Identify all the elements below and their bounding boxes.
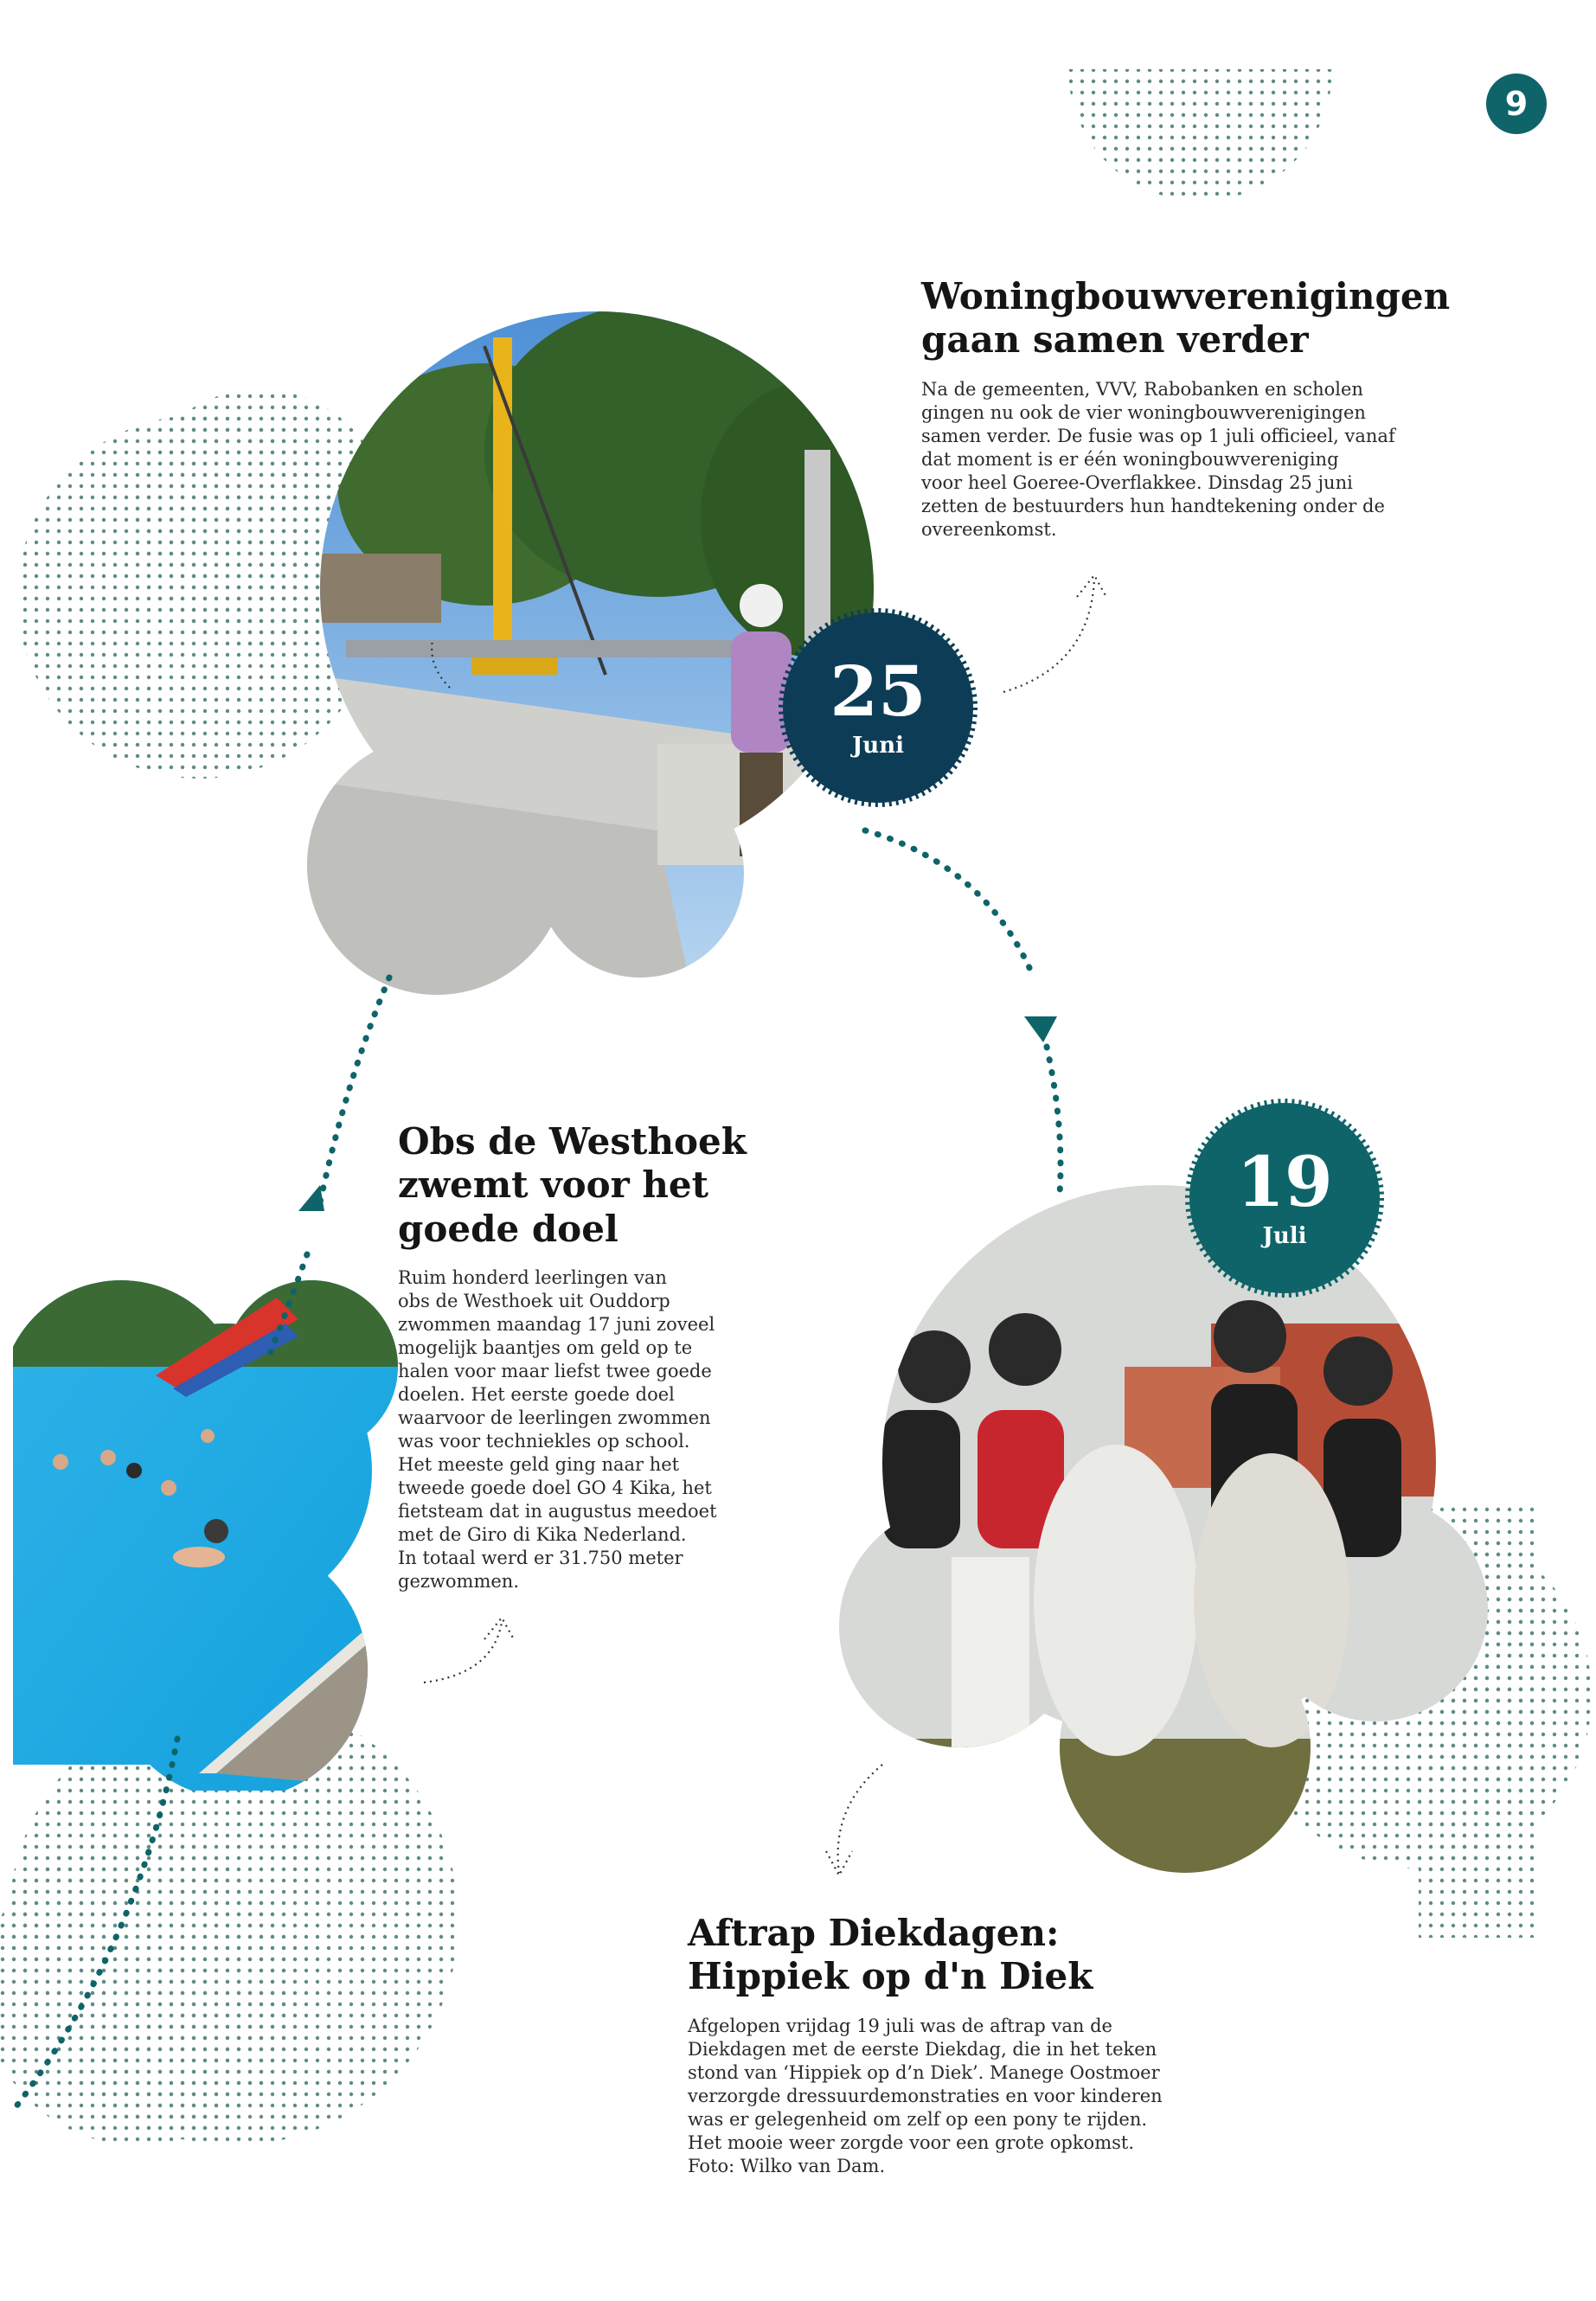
body-line: Diekdagen met de eerste Diekdag, die in het teken [688,2038,1157,2060]
article-woningbouw [921,275,1451,542]
arrow-down-icon [1024,1016,1057,1042]
article-diekdagen [688,1912,1241,2178]
body-line: met de Giro di Kika Nederland. [398,1524,687,1546]
body-line: Ruim honderd leerlingen van [398,1267,667,1289]
body-line: dat moment is er één woningbouwvereniging [921,448,1339,470]
title-line: goede doel [398,1207,619,1250]
body-line: gezwommen. [398,1571,520,1593]
body-line: fietsteam dat in augustus meedoet [398,1501,717,1522]
date-badge-19-juli [1189,1103,1380,1293]
body-line: voor heel Goeree-Overflakkee. Dinsdag 25 juni [921,471,1353,493]
date-month: Juni [852,733,904,759]
article-body [398,1266,779,1593]
body-line: Na de gemeenten, VVV, Rabobanken en scholen [921,378,1363,400]
title-line: Woningbouwverenigingen [921,275,1451,317]
body-line: was er gelegenheid om zelf op een pony te rijden. [688,2108,1148,2130]
body-line: stond van ‘Hippiek op d’n Diek’. Manege Oostmoer [688,2061,1160,2083]
body-line: overeenkomst. [921,518,1057,540]
body-line: verzorgde dressuurdemonstraties en voor kinderen [688,2085,1163,2106]
title-line: zwemt voor het [398,1163,709,1207]
date-badge-25-juni [783,612,973,803]
body-line: Het mooie weer zorgde voor een grote opkomst. [688,2131,1134,2153]
body-line: mogelijk baantjes om geld op te [398,1337,693,1359]
body-line: halen voor maar liefst twee goede [398,1361,712,1382]
article-title [688,1912,1241,1999]
article-title [398,1120,779,1251]
body-line: gingen nu ook de vier woningbouwverenigingen [921,401,1366,423]
body-line: samen verder. De fusie was op 1 juli officieel, vanaf [921,425,1395,446]
article-westhoek [398,1120,779,1593]
title-line: Hippiek op d'n Diek [688,1955,1093,1998]
body-line: waarvoor de leerlingen zwommen [398,1407,711,1429]
body-line: was voor techniekles op school. [398,1431,690,1452]
page-number: 9 [1486,74,1547,134]
body-line: In totaal werd er 31.750 meter [398,1548,683,1569]
arrow-up-icon [298,1185,324,1211]
body-line: Foto: Wilko van Dam. [688,2155,886,2176]
body-line: doelen. Het eerste goede doel [398,1384,675,1406]
body-line: Het meeste geld ging naar het [398,1454,680,1476]
dot-pattern-top [1068,69,1332,202]
article-body [921,378,1440,542]
title-line: Aftrap Diekdagen: [688,1912,1060,1954]
body-line: zetten de bestuurders hun handtekening onder de [921,495,1385,516]
date-month: Juli [1262,1223,1307,1249]
title-line: Obs de Westhoek [398,1120,747,1163]
body-line: Afgelopen vrijdag 19 juli was de aftrap van de [688,2015,1112,2036]
date-day: 25 [830,651,926,732]
title-line: gaan samen verder [921,318,1309,362]
article-body [688,2015,1241,2178]
body-line: zwommen maandag 17 juni zoveel [398,1314,715,1336]
date-day: 19 [1236,1141,1333,1222]
body-line: tweede goede doel GO 4 Kika, het [398,1477,712,1499]
swimming-pool-photo [13,1254,415,1791]
article-title [921,275,1451,362]
body-line: obs de Westhoek uit Ouddorp [398,1291,670,1312]
